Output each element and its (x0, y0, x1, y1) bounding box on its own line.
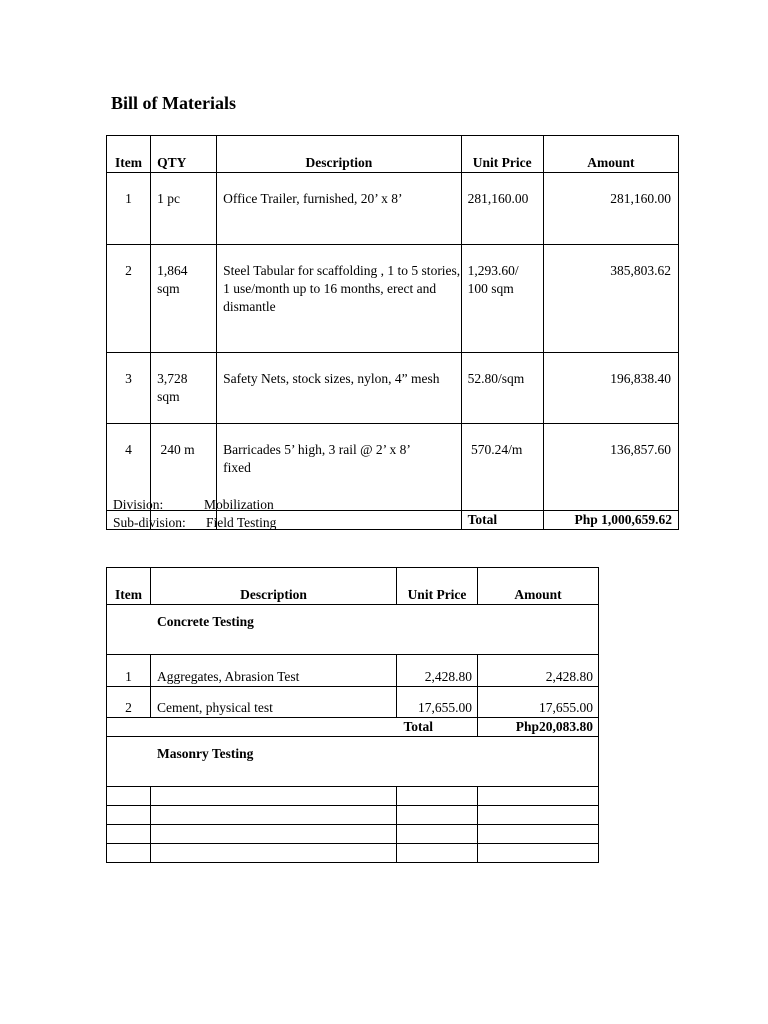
materials-table (106, 135, 679, 530)
cell-qty: 1,864 sqm (151, 245, 217, 353)
cell-unit-price: 570.24/m (461, 424, 543, 511)
cell-amount: 385,803.62 (543, 245, 678, 353)
division-label: Division: (113, 497, 164, 512)
header-item: Item (107, 136, 151, 173)
cell-unit-price: 1,293.60/ 100 sqm (461, 245, 543, 353)
cell-item: 1 (107, 173, 151, 245)
cell-qty: 3,728 sqm (151, 353, 217, 424)
header-description: Description (217, 136, 461, 173)
table-header-row (107, 136, 679, 173)
table-row (107, 687, 599, 718)
cell-description: Office Trailer, furnished, 20’ x 8’ (217, 173, 461, 245)
page-title: Bill of Materials (111, 93, 236, 113)
cell-unit-price: 17,655.00 (397, 687, 478, 718)
cell-item: 2 (107, 687, 151, 718)
total-value: Php20,083.80 (478, 718, 599, 737)
total-row (107, 718, 599, 737)
cell-qty: 1 pc (151, 173, 217, 245)
cell-amount: 196,838.40 (543, 353, 678, 424)
field-testing-table (106, 567, 599, 863)
cell-description: Barricades 5’ high, 3 rail @ 2’ x 8’ fixed (217, 424, 461, 511)
header-item: Item (107, 568, 151, 605)
empty-row (107, 844, 599, 863)
cell-amount: 2,428.80 (478, 655, 599, 687)
cell-item: 2 (107, 245, 151, 353)
cell-description: Steel Tabular for scaffolding , 1 to 5 stories, 1 use/month up to 16 months, erect and dismantle (217, 245, 461, 353)
subdivision-label: Sub-division: (113, 515, 186, 530)
empty-row (107, 825, 599, 844)
table-row (107, 353, 679, 424)
cell-description: Aggregates, Abrasion Test (151, 655, 397, 687)
section-row (107, 737, 599, 787)
cell-item: 3 (107, 353, 151, 424)
section-heading-concrete: Concrete Testing (107, 605, 599, 655)
cell-amount: 17,655.00 (478, 687, 599, 718)
header-unit-price: Unit Price (397, 568, 478, 605)
table-row (107, 173, 679, 245)
header-description: Description (151, 568, 397, 605)
subdivision-value: Field Testing (206, 515, 277, 530)
subdivision-line (113, 514, 276, 532)
cell-unit-price: 281,160.00 (461, 173, 543, 245)
cell-unit-price: 52.80/sqm (461, 353, 543, 424)
empty-row (107, 806, 599, 825)
cell-description: Cement, physical test (151, 687, 397, 718)
header-amount: Amount (543, 136, 678, 173)
cell-description: Safety Nets, stock sizes, nylon, 4” mesh (217, 353, 461, 424)
cell-amount: 281,160.00 (543, 173, 678, 245)
cell-qty: 240 m (151, 424, 217, 511)
table-row (107, 655, 599, 687)
cell-item: 1 (107, 655, 151, 687)
section-row (107, 605, 599, 655)
total-label: Total (397, 718, 478, 737)
division-value: Mobilization (204, 497, 274, 512)
header-qty: QTY (151, 136, 217, 173)
cell-item: 4 (107, 424, 151, 511)
cell-unit-price: 2,428.80 (397, 655, 478, 687)
total-value: Php 1,000,659.62 (543, 511, 678, 530)
empty-row (107, 787, 599, 806)
section-heading-masonry: Masonry Testing (107, 737, 599, 787)
total-label: Total (461, 511, 543, 530)
header-amount: Amount (478, 568, 599, 605)
header-unit-price: Unit Price (461, 136, 543, 173)
cell-amount: 136,857.60 (543, 424, 678, 511)
table-row (107, 245, 679, 353)
table-header-row (107, 568, 599, 605)
division-line (113, 496, 274, 514)
